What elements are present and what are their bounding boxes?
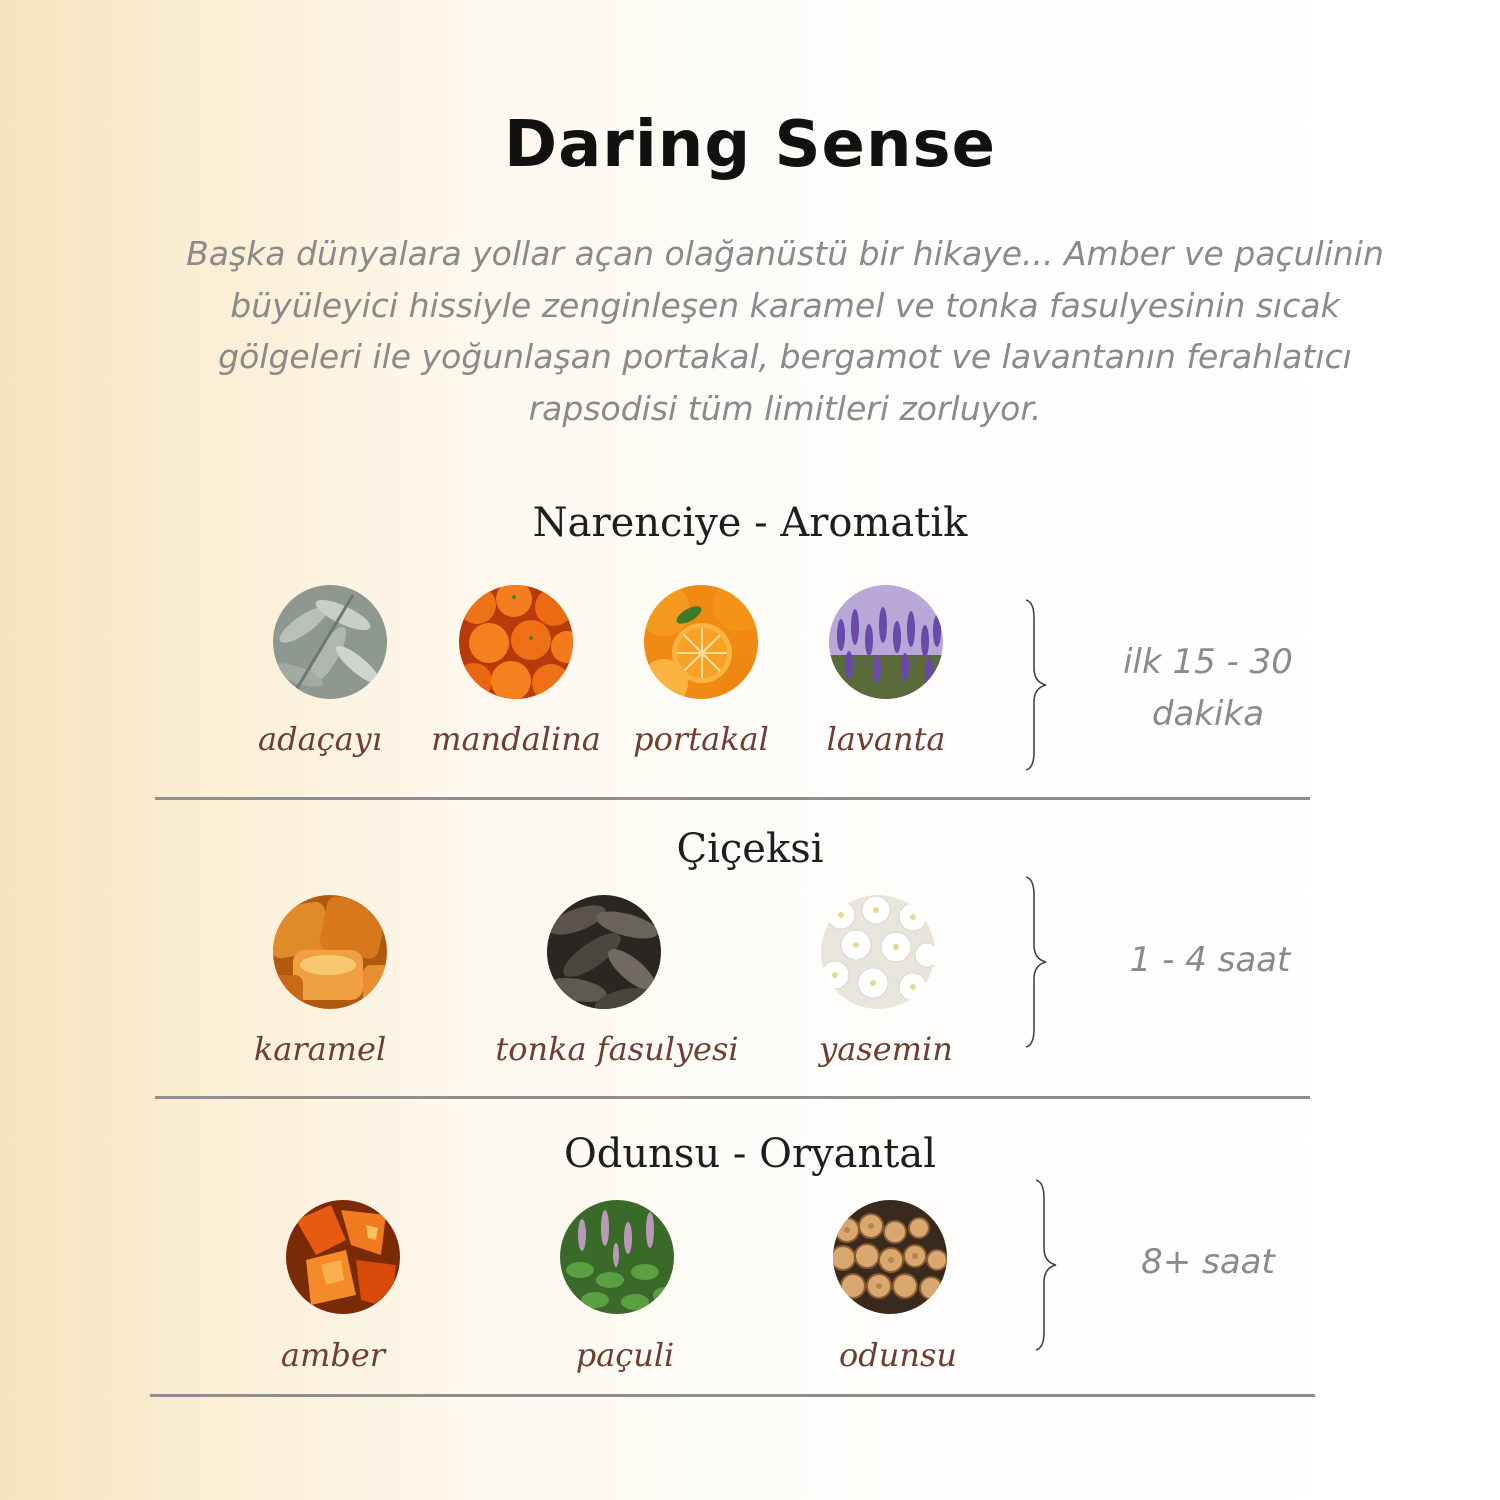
section-title-floral: Çiçeksi: [676, 826, 824, 872]
fragrance-description: Başka dünyalara yollar açan olağanüstü bir hikaye... Amber ve paçulinin büyüleyici hissiyle zenginleşen karamel ve tonka fasulyesinin sıcak gölgeleri ile yoğunlaşan portakal, bergamot ve lavantanın ferahlatıcı rapsodisi tüm limitleri zorluyor.: [186, 234, 1384, 428]
section-divider: [150, 1394, 1315, 1397]
note-label: karamel: [253, 1030, 387, 1068]
note-label: lavanta: [826, 720, 946, 758]
note-label: amber: [280, 1336, 386, 1374]
amber-icon: [286, 1200, 400, 1314]
note-label: yasemin: [819, 1030, 953, 1068]
duration-heart-notes: 1 - 4 saat: [1129, 940, 1291, 980]
note-label: mandalina: [431, 720, 601, 758]
sage-leaves-icon: [273, 585, 387, 699]
curly-brace-icon: [1020, 875, 1060, 1049]
curly-brace-icon: [1030, 1178, 1070, 1352]
section-title-woody-oriental: Odunsu - Oryantal: [564, 1131, 936, 1177]
note-label: odunsu: [839, 1336, 957, 1374]
note-label: portakal: [633, 720, 769, 758]
curly-brace-icon: [1020, 598, 1060, 772]
jasmine-icon: [821, 895, 935, 1009]
section-title-citrus-aromatic: Narenciye - Aromatik: [532, 500, 968, 546]
note-label: paçuli: [575, 1336, 675, 1374]
patchouli-icon: [560, 1200, 674, 1314]
lavender-icon: [829, 585, 943, 699]
mandarins-icon: [459, 585, 573, 699]
tonka-bean-icon: [547, 895, 661, 1009]
duration-base-notes: 8+ saat: [1141, 1242, 1275, 1282]
page-title: Daring Sense: [503, 108, 997, 182]
caramel-icon: [273, 895, 387, 1009]
note-label: adaçayı: [258, 720, 382, 758]
section-divider: [155, 797, 1310, 800]
section-divider: [155, 1096, 1310, 1099]
duration-top-notes: ilk 15 - 30 dakika: [1123, 642, 1293, 734]
orange-icon: [644, 585, 758, 699]
note-label: tonka fasulyesi: [495, 1030, 739, 1068]
wood-logs-icon: [833, 1200, 947, 1314]
